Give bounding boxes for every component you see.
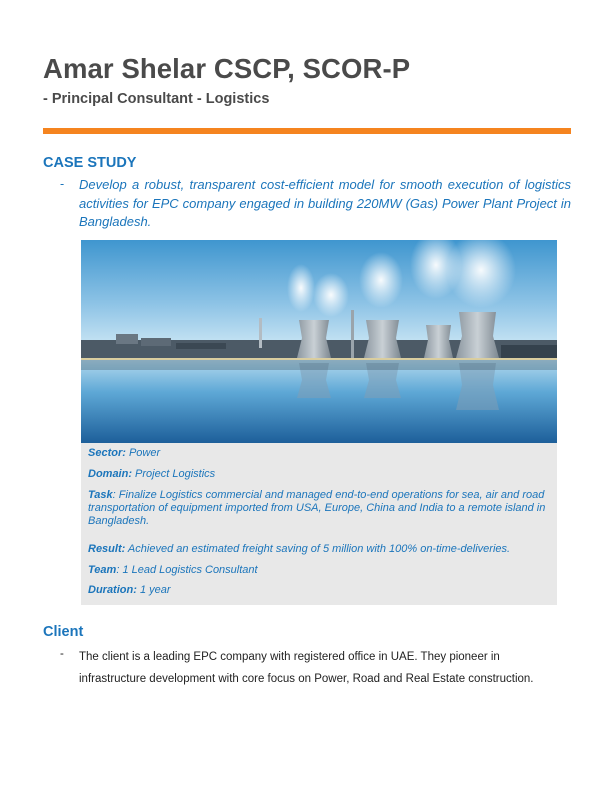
client-bullet: - <box>60 648 64 660</box>
team-value: : 1 Lead Logistics Consultant <box>116 564 258 576</box>
case-study-heading: CASE STUDY <box>43 155 137 171</box>
client-heading: Client <box>43 624 84 640</box>
task-line <box>88 489 550 528</box>
case-details-panel <box>81 443 557 605</box>
case-study-bullet: - <box>60 177 65 191</box>
duration-line <box>88 584 171 597</box>
duration-label: Duration: <box>88 584 137 596</box>
domain-label: Domain: <box>88 468 132 480</box>
sector-value: Power <box>125 447 161 459</box>
result-value: Achieved an estimated freight saving of 5 million with 100% on-time-deliveries. <box>125 543 511 555</box>
power-plant-photo <box>81 240 557 443</box>
client-description: The client is a leading EPC company with registered office in UAE. They pioneer in infrastructure development with core focus on Power, Road and Real Estate construction. <box>79 651 534 685</box>
team-line <box>88 564 258 577</box>
task-label: Task <box>88 489 113 501</box>
sector-label: Sector: <box>88 447 126 459</box>
case-study-description: Develop a robust, transparent cost-efficient model for smooth execution of logistics activities for EPC company engaged in building 220MW (Gas) Power Plant Project in Bangladesh. <box>79 177 571 229</box>
result-label: Result: <box>88 543 126 555</box>
orange-divider <box>43 128 571 134</box>
consultant-name: Amar Shelar CSCP, SCOR-P <box>43 53 411 84</box>
duration-value: 1 year <box>136 584 171 596</box>
team-label: Team <box>88 564 117 576</box>
domain-value: Project Logistics <box>132 468 216 480</box>
task-value: : Finalize Logistics commercial and managed end-to-end operations for sea, air and road transportation of equipment imported from USA, Europe, China and India to a remote island in Bangladesh. <box>88 489 546 527</box>
domain-line <box>88 468 215 481</box>
sector-line <box>88 447 160 460</box>
result-line <box>88 543 510 556</box>
consultant-role: - Principal Consultant - Logistics <box>43 91 270 107</box>
